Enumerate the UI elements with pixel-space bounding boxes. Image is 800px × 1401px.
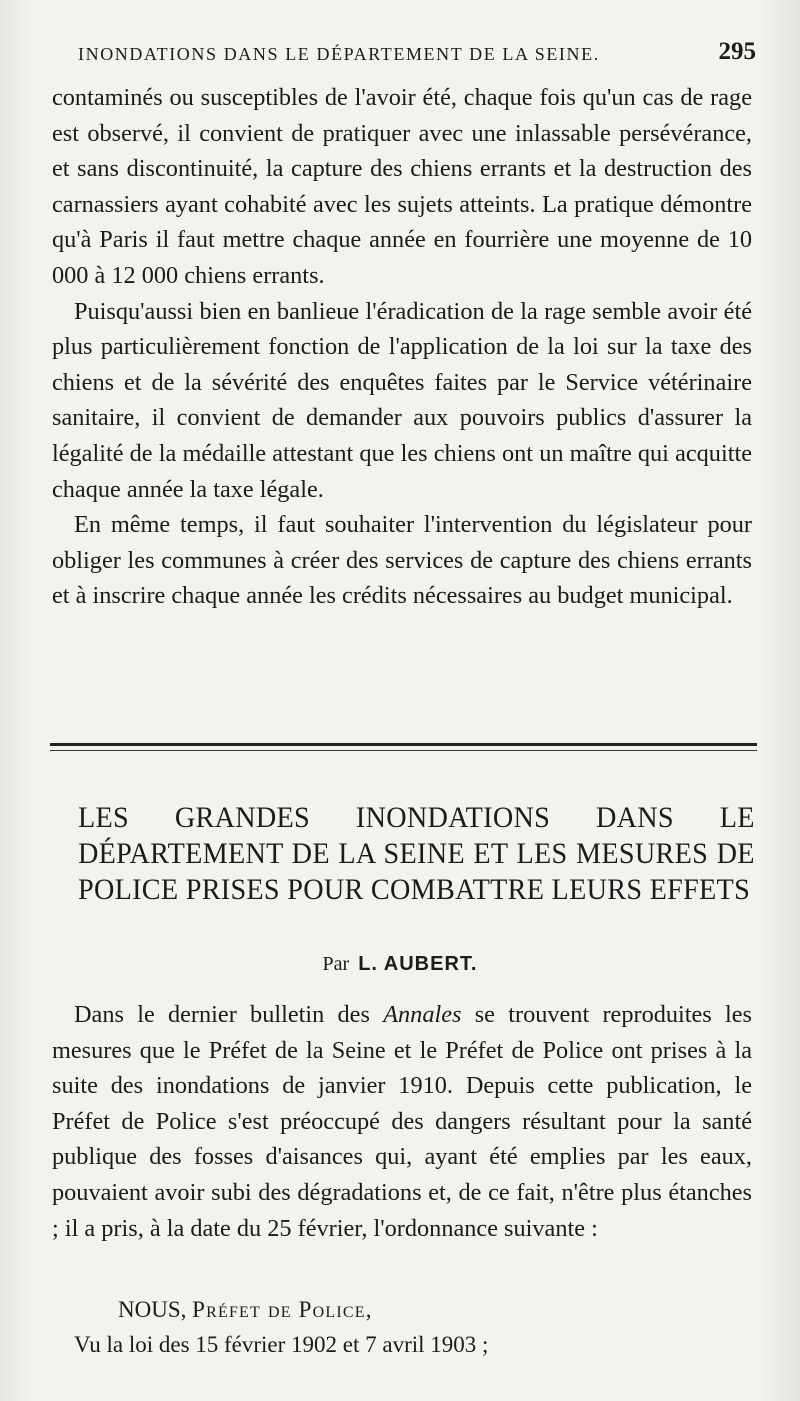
intro-text-rest: se trouvent reproduites les mesures que le Préfet de la Seine et le Préfet de Police ont prises à la suite des inondations de janvier 1910. Depuis cette publication, le Préfet de Police s'est préoccupé des dangers résultant pour la santé publique des fosses d'aisances qui, ayant été emplies par les eaux, pouvaient avoir subi des dégradations et, de ce fait, n'être plus étanches ; il a pris, à la date du 25 février, l'ordonnance suivante :	[52, 1001, 753, 1242]
byline	[0, 953, 800, 976]
paragraph-banlieue: Puisqu'aussi bien en banlieue l'éradication de la rage semble avoir été plus particulièrement fonction de l'application de la loi sur la taxe des chiens et de la sévérité des enquêtes faites par le Service vétérinaire sanitaire, il convient de demander aux pouvoirs publics d'assurer la légalité de la médaille attestant que les chiens ont un maître qui acquitte chaque année la taxe légale.	[52, 297, 752, 503]
running-title: INONDATIONS DANS LE DÉPARTEMENT DE LA SEINE.	[78, 44, 600, 64]
annales-italic: Annales	[383, 1001, 462, 1028]
ordinance-prefet: Préfet de Police,	[192, 1297, 373, 1322]
continued-text-block	[52, 80, 752, 614]
author-name: L. AUBERT.	[358, 953, 478, 975]
ordinance-vu-line: Vu la loi des 15 février 1902 et 7 avril 1903 ;	[74, 1332, 489, 1357]
running-header	[78, 36, 756, 72]
paragraph-legislateur: En même temps, il faut souhaiter l'intervention du législateur pour obliger les communes à créer des services de capture des chiens errants et à inscrire chaque année les crédits nécessaires au budget municipal.	[52, 511, 752, 610]
article-body	[52, 997, 752, 1246]
paragraph-continued: contaminés ou susceptibles de l'avoir été, chaque fois qu'un cas de rage est observé, il convient de pratiquer avec une inlassable persévérance, et sans discontinuité, la capture des chiens errants et la destruction des carnassiers ayant cohabité avec les sujets atteints. La pratique démontre qu'à Paris il faut mettre chaque année en fourrière une moyenne de 10 000 à 12 000 chiens errants.	[52, 84, 752, 289]
ordinance-nous: NOUS,	[118, 1297, 187, 1322]
byline-prefix: Par	[322, 953, 350, 975]
page-number: 295	[718, 38, 756, 65]
intro-text-start: Dans le dernier bulletin des	[74, 1001, 384, 1028]
article-title: LES GRANDES INONDATIONS DANS LE DÉPARTEMENT DE LA SEINE ET LES MESURES DE POLICE PRISES POUR COMBATTRE LEURS EFFETS	[78, 801, 755, 906]
section-divider-thin	[50, 750, 757, 751]
section-divider-thick	[50, 743, 757, 746]
ordinance-heading	[118, 1297, 373, 1323]
paragraph-intro	[52, 997, 752, 1246]
